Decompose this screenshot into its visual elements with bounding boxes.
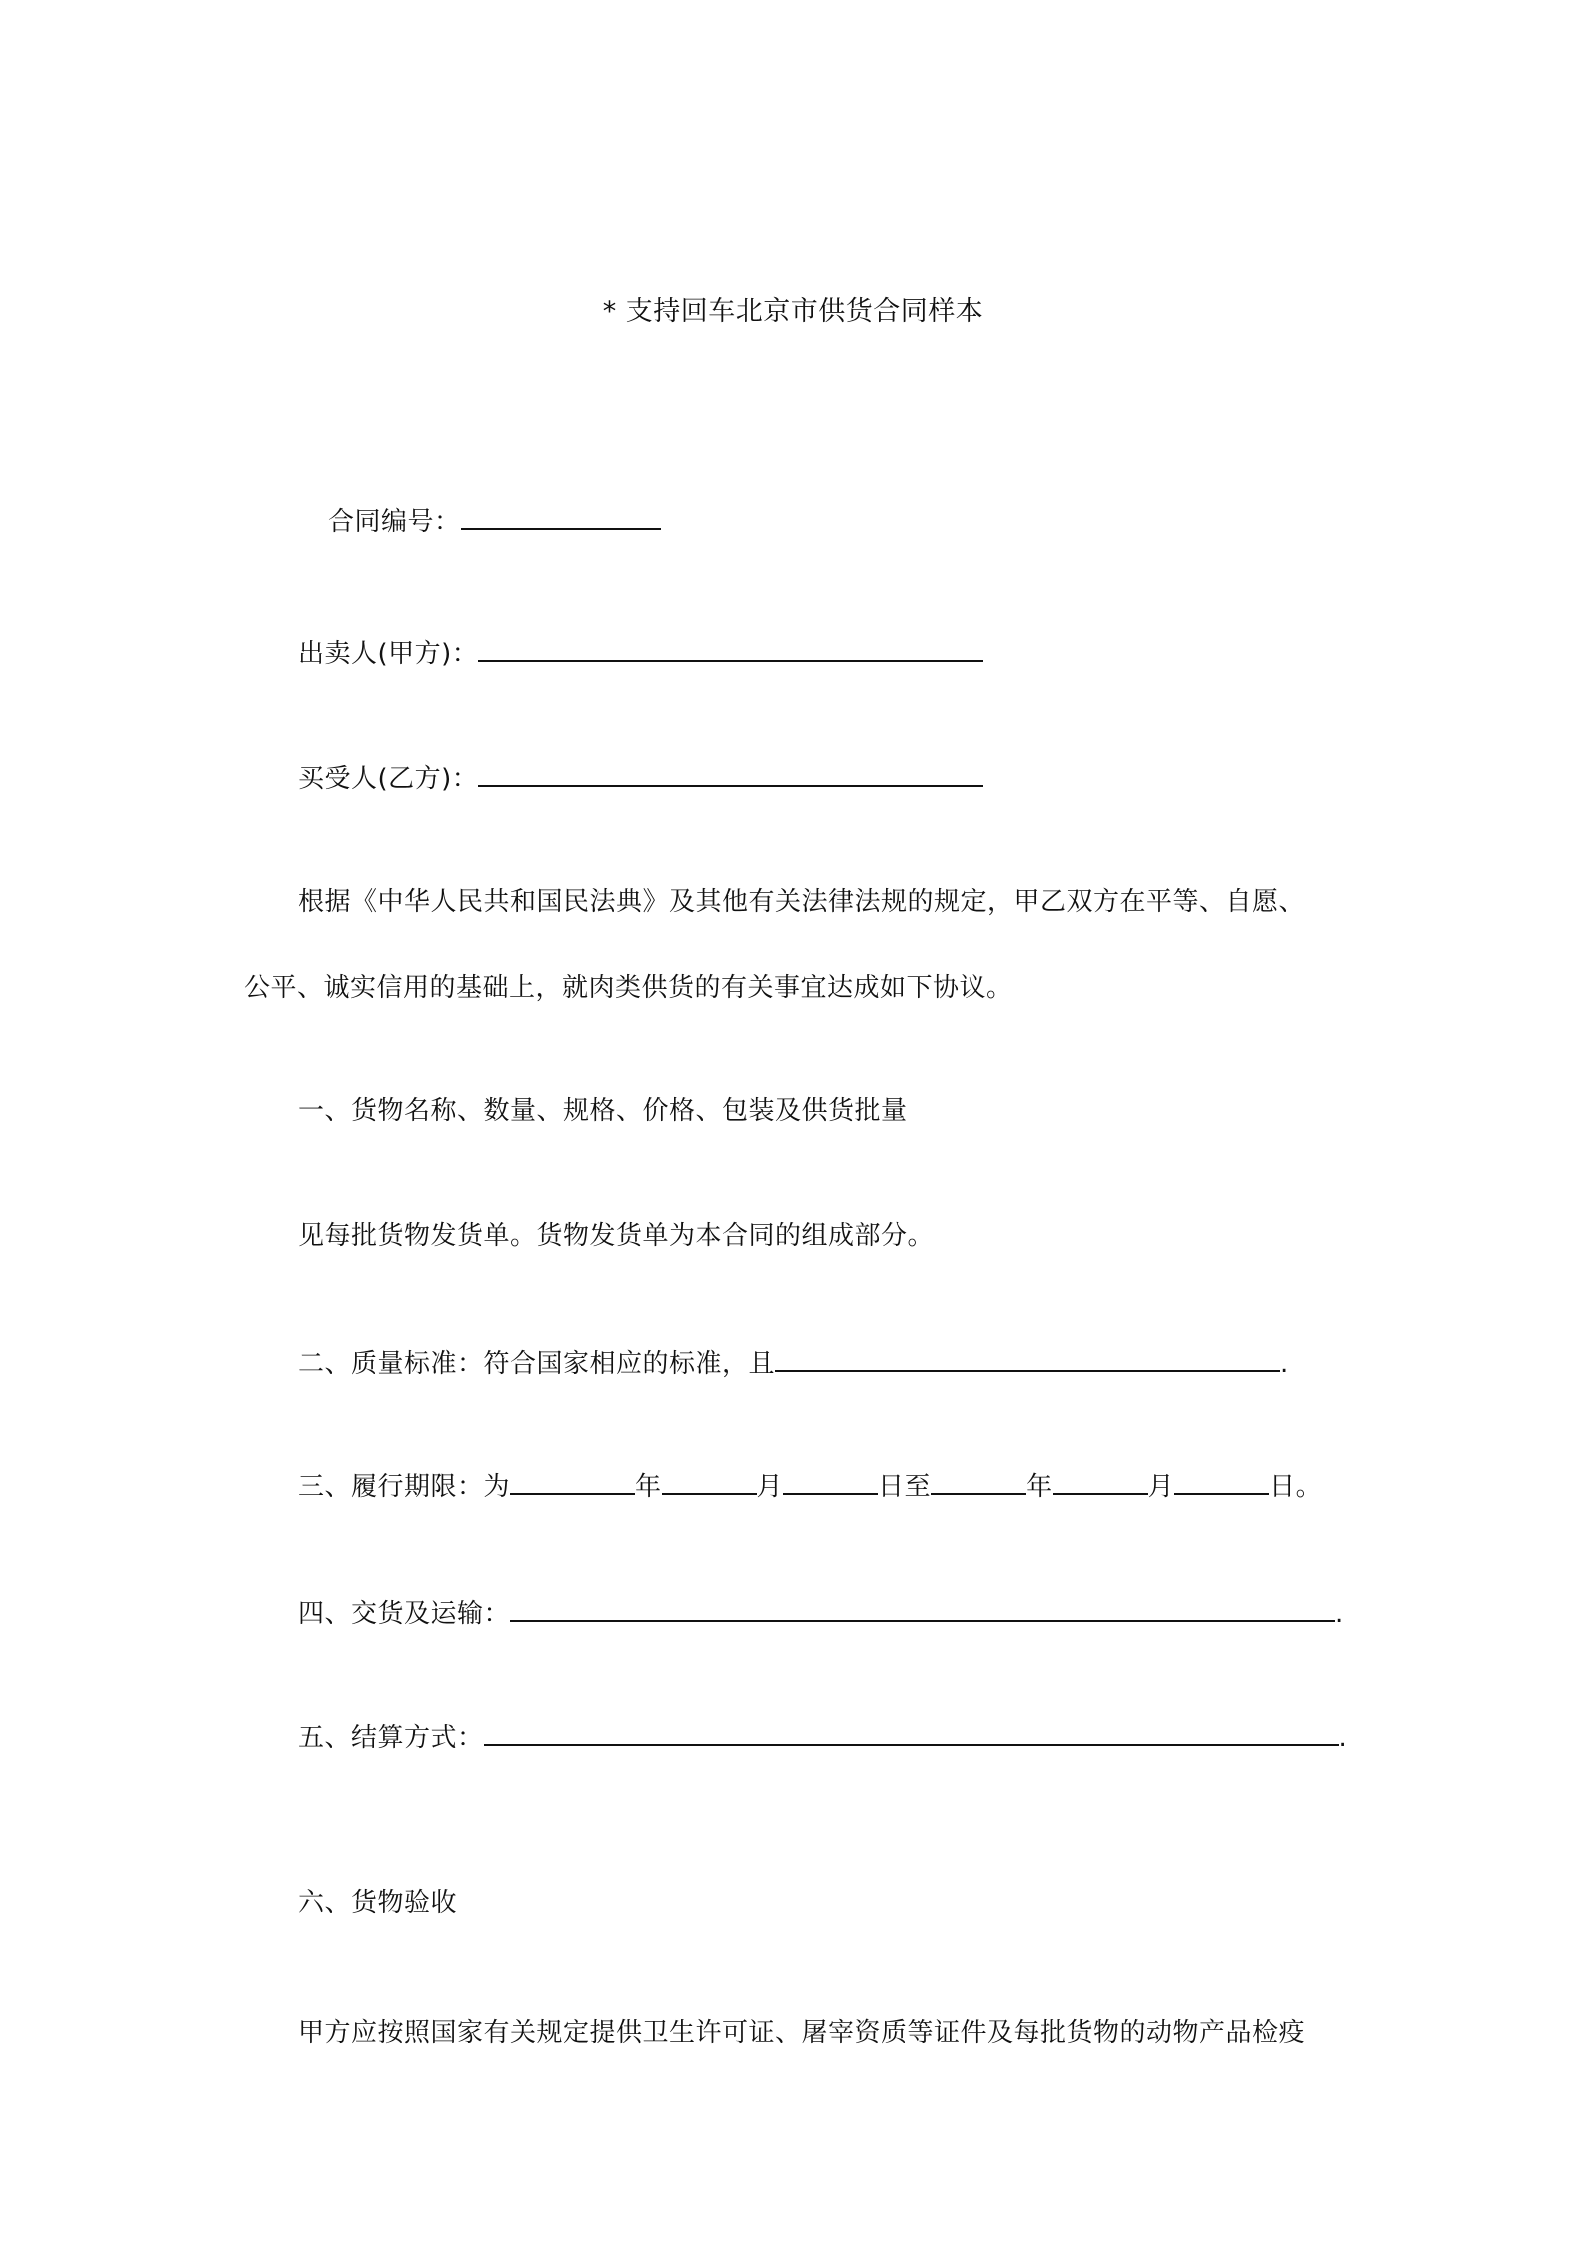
intro-line-1: 根据《中华人民共和国民法典》及其他有关法律法规的规定，甲乙双方在平等、自愿、 — [298, 887, 1306, 917]
start-month-blank[interactable] — [662, 1469, 757, 1495]
buyer-row — [298, 761, 983, 797]
section-2-period: . — [1280, 1349, 1289, 1379]
section-5-period: . — [1338, 1723, 1348, 1753]
delivery-transport-blank[interactable] — [510, 1596, 1335, 1622]
quality-standard-blank[interactable] — [775, 1346, 1280, 1372]
buyer-label: 买受人(乙方)： — [298, 764, 479, 794]
section-2-label: 二、质量标准：符合国家相应的标准，且 — [298, 1349, 776, 1379]
end-day-unit: 日。 — [1269, 1472, 1323, 1502]
section-5-row — [298, 1720, 1347, 1756]
buyer-blank[interactable] — [478, 761, 983, 787]
end-year-unit: 年 — [1026, 1472, 1053, 1502]
start-month-unit: 月 — [756, 1472, 784, 1502]
settlement-method-blank[interactable] — [484, 1720, 1339, 1746]
section-4-row — [298, 1596, 1344, 1632]
end-month-unit: 月 — [1147, 1472, 1175, 1502]
seller-row — [298, 636, 983, 672]
contract-number-blank[interactable] — [461, 504, 661, 530]
contract-number-row — [328, 504, 661, 540]
section-4-period: . — [1335, 1599, 1344, 1629]
seller-label: 出卖人(甲方)： — [298, 639, 479, 669]
end-year-blank[interactable] — [931, 1469, 1026, 1495]
start-day-blank[interactable] — [783, 1469, 878, 1495]
section-1-heading: 一、货物名称、数量、规格、价格、包装及供货批量 — [298, 1096, 908, 1126]
end-month-blank[interactable] — [1053, 1469, 1148, 1495]
section-6-body: 甲方应按照国家有关规定提供卫生许可证、屠宰资质等证件及每批货物的动物产品检疫 — [298, 2018, 1306, 2048]
start-year-unit: 年 — [635, 1472, 662, 1502]
seller-blank[interactable] — [478, 636, 983, 662]
section-3-label: 三、履行期限：为 — [298, 1472, 511, 1502]
section-3-row — [298, 1469, 1322, 1505]
start-year-blank[interactable] — [510, 1469, 635, 1495]
section-5-label: 五、结算方式： — [298, 1723, 484, 1753]
document-title: * 支持回车北京市供货合同样本 — [602, 296, 984, 327]
section-6-heading: 六、货物验收 — [298, 1888, 458, 1918]
section-4-label: 四、交货及运输： — [298, 1599, 511, 1629]
section-2-row — [298, 1346, 1289, 1382]
end-day-blank[interactable] — [1174, 1469, 1269, 1495]
section-1-body: 见每批货物发货单。货物发货单为本合同的组成部分。 — [298, 1221, 935, 1251]
intro-line-2: 公平、诚实信用的基础上，就肉类供货的有关事宜达成如下协议。 — [244, 973, 1013, 1003]
start-day-to-unit: 日至 — [878, 1472, 932, 1502]
contract-number-label: 合同编号： — [328, 507, 461, 537]
